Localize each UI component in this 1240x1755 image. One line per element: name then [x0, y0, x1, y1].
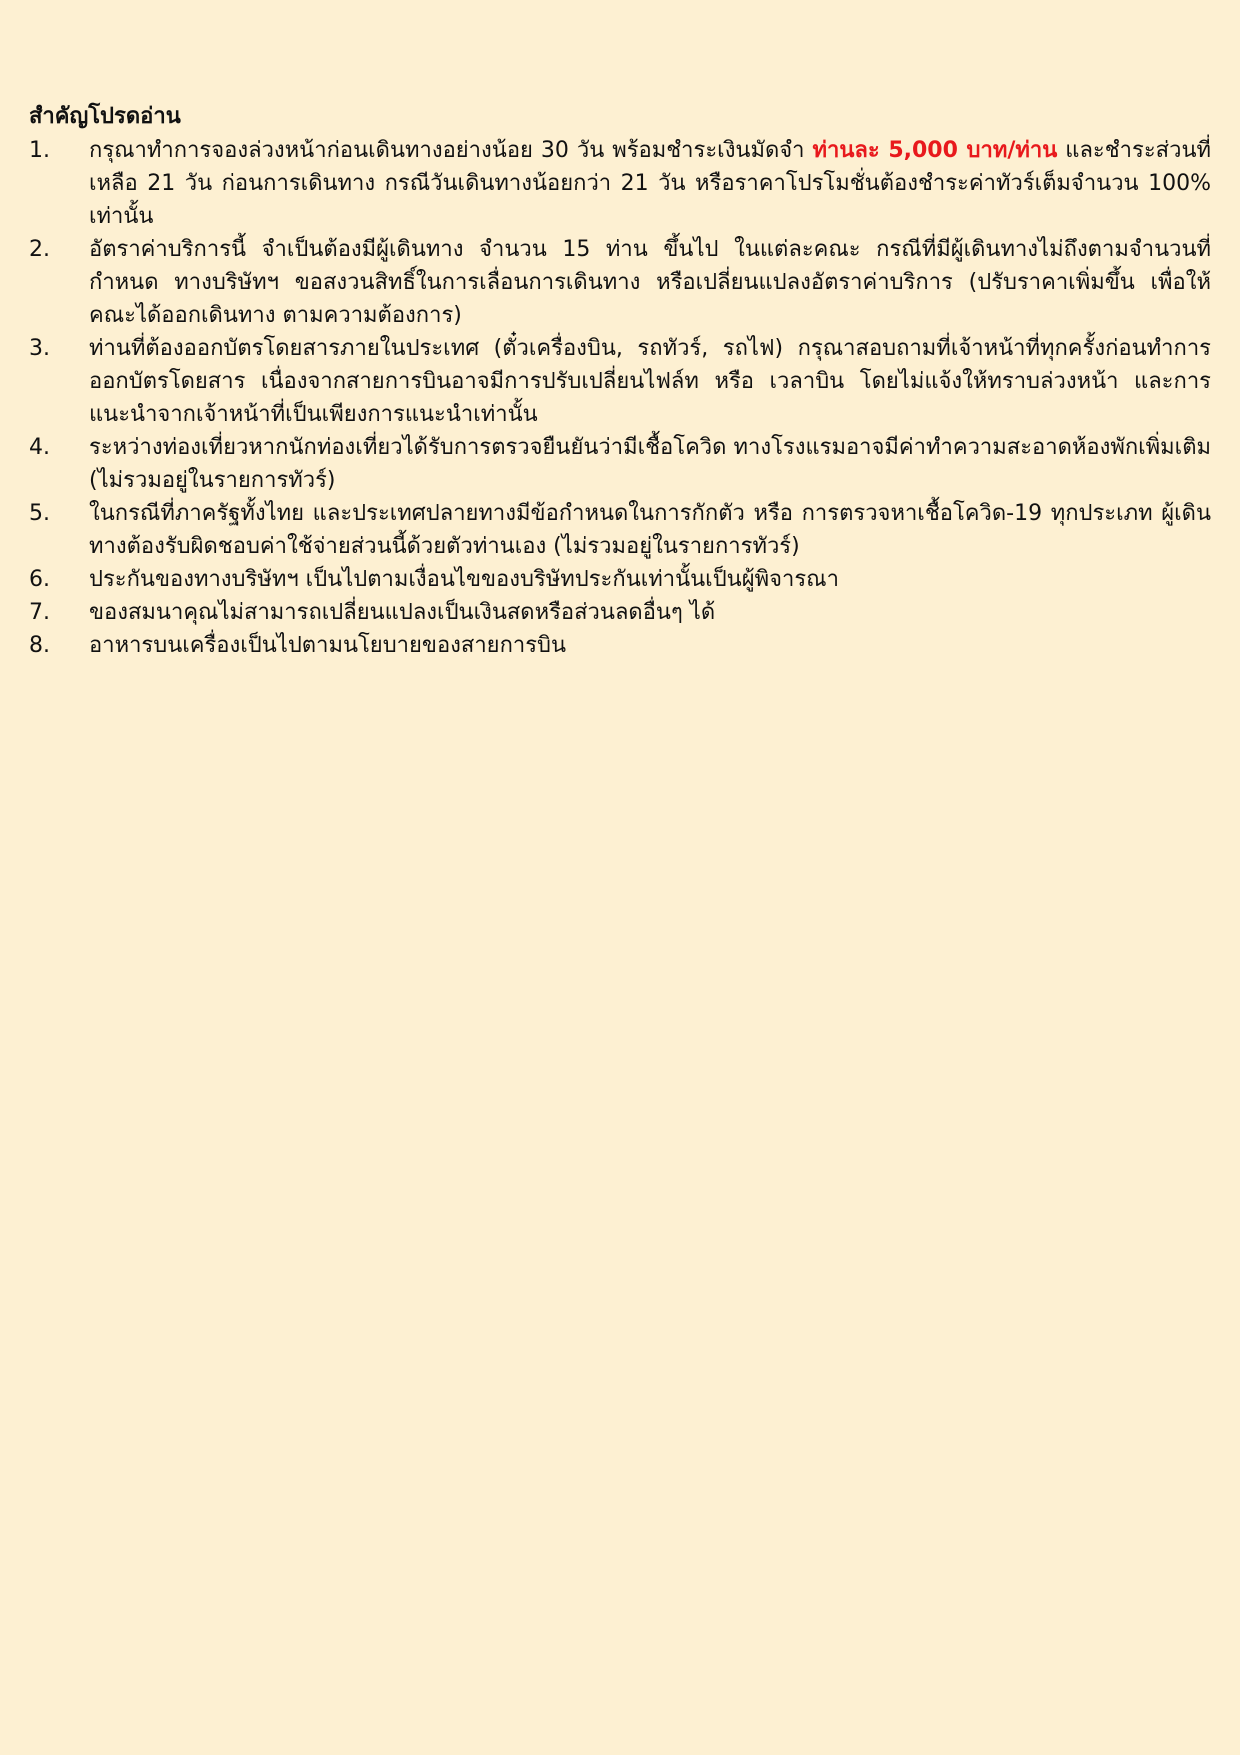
- item-text-part: กรุณาทำการจองล่วงหน้าก่อนเดินทางอย่างน้อย 30 วัน พร้อมชำระเงินมัดจำ: [89, 138, 813, 163]
- notice-item-7: [29, 596, 1211, 629]
- item-number: 5.: [29, 501, 50, 526]
- notice-list: [29, 134, 1211, 662]
- item-text: ระหว่างท่องเที่ยวหากนักท่องเที่ยวได้รับการตรวจยืนยันว่ามีเชื้อโควิด ทางโรงแรมอาจมีค่าทำความสะอาดห้องพักเพิ่มเติม (ไม่รวมอยู่ในรายการทัวร์): [89, 435, 1211, 493]
- notice-item-5: [29, 497, 1211, 563]
- important-notice: [29, 100, 1211, 662]
- item-text: ของสมนาคุณไม่สามารถเปลี่ยนแปลงเป็นเงินสดหรือส่วนลดอื่นๆ ได้: [89, 600, 716, 625]
- item-number: 7.: [29, 600, 50, 625]
- item-text: ในกรณีที่ภาครัฐทั้งไทย และประเทศปลายทางมีข้อกำหนดในการกักตัว หรือ การตรวจหาเชื้อโควิด-19 ทุกประเภท ผู้เดินทางต้องรับผิดชอบค่าใช้จ่ายส่วนนี้ด้วยตัวท่านเอง (ไม่รวมอยู่ในรายการทัวร์): [89, 501, 1211, 559]
- notice-item-2: [29, 233, 1211, 332]
- item-text: [89, 134, 1211, 233]
- item-text-part: และชำระส่วนที่เหลือ 21 วัน ก่อนการเดินทาง กรณีวันเดินทางน้อยกว่า 21 วัน หรือราคาโปรโมชั่นต้องชำระค่าทัวร์เต็มจำนวน 100% เท่านั้น: [89, 138, 1211, 229]
- notice-item-8: [29, 629, 1211, 662]
- item-number: 6.: [29, 567, 50, 592]
- item-text: ประกันของทางบริษัทฯ เป็นไปตามเงื่อนไขของบริษัทประกันเท่านั้นเป็นผู้พิจารณา: [89, 567, 839, 592]
- notice-title: สำคัญโปรดอ่าน: [29, 104, 181, 129]
- item-text: อาหารบนเครื่องเป็นไปตามนโยบายของสายการบิน: [89, 633, 567, 658]
- item-text: ท่านที่ต้องออกบัตรโดยสารภายในประเทศ (ตั๋วเครื่องบิน, รถทัวร์, รถไฟ) กรุณาสอบถามที่เจ้าหน้าที่ทุกครั้งก่อนทำการออกบัตรโดยสาร เนื่องจากสายการบินอาจมีการปรับเปลี่ยนไฟล์ท หรือ เวลาบิน โดยไม่แจ้งให้ทราบล่วงหน้า และการแนะนำจากเจ้าหน้าที่เป็นเพียงการแนะนำเท่านั้น: [89, 336, 1211, 427]
- deposit-highlight: ท่านละ 5,000 บาท/ท่าน: [812, 138, 1058, 163]
- item-number: 8.: [29, 633, 50, 658]
- notice-item-1: [29, 134, 1211, 233]
- item-number: 2.: [29, 237, 50, 262]
- notice-item-6: [29, 563, 1211, 596]
- item-number: 4.: [29, 435, 50, 460]
- item-number: 3.: [29, 336, 50, 361]
- item-number: 1.: [29, 138, 50, 163]
- notice-item-3: [29, 332, 1211, 431]
- item-text: อัตราค่าบริการนี้ จำเป็นต้องมีผู้เดินทาง จำนวน 15 ท่าน ขึ้นไป ในแต่ละคณะ กรณีที่มีผู้เดินทางไม่ถึงตามจำนวนที่กำหนด ทางบริษัทฯ ขอสงวนสิทธิ์ในการเลื่อนการเดินทาง หรือเปลี่ยนแปลงอัตราค่าบริการ (ปรับราคาเพิ่มขึ้น เพื่อให้คณะได้ออกเดินทาง ตามความต้องการ): [89, 237, 1211, 328]
- notice-item-4: [29, 431, 1211, 497]
